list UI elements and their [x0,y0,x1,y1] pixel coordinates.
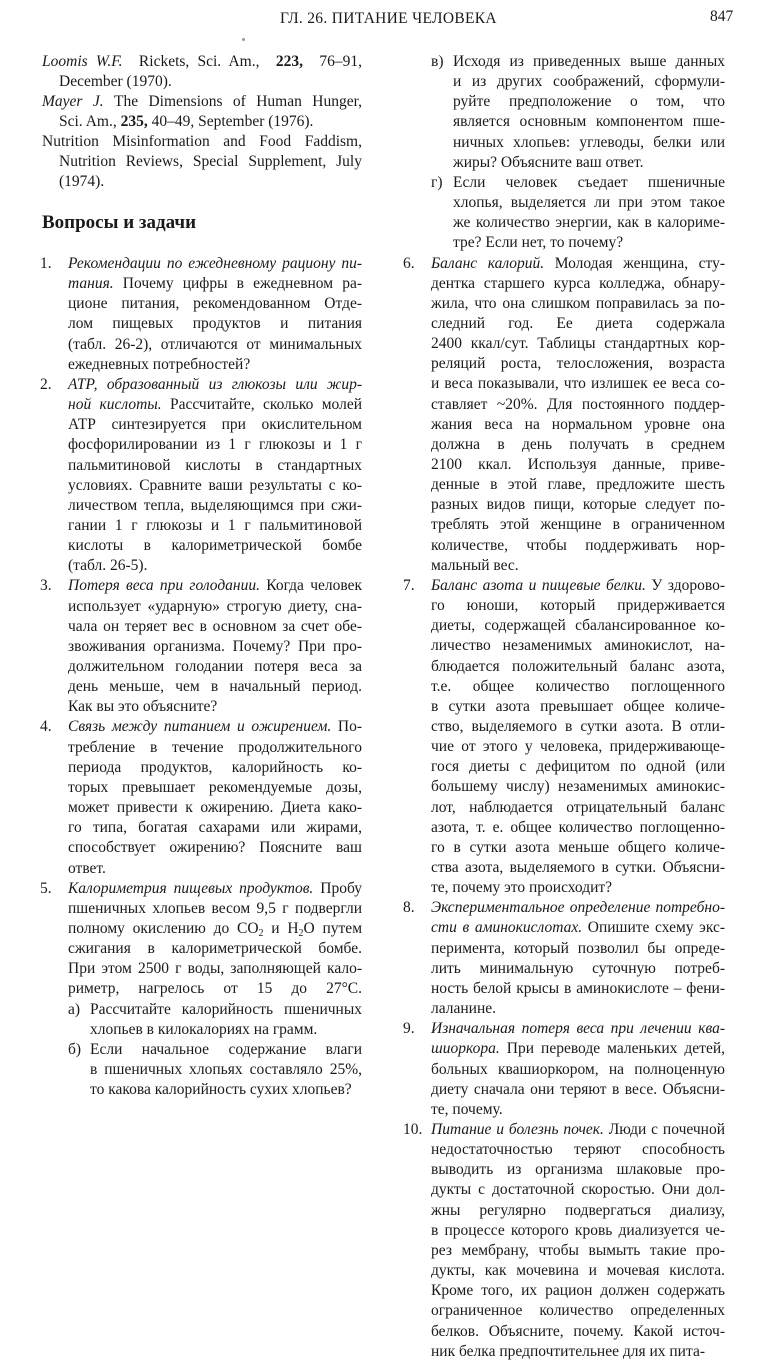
running-title: ГЛ. 26. ПИТАНИЕ ЧЕЛОВЕКА [280,10,497,27]
question-6-text [431,294,725,314]
question-body: больных квашиоркором, на полноценную [431,1060,725,1078]
question-body: го в сутки азота меньше общего количе- [431,838,725,856]
question-body: может привести к ожирению. Диета како- [68,799,362,816]
question-7-text [431,596,725,616]
question-7-text [431,636,725,656]
question-1 [40,254,362,274]
question-body: Пробу [313,879,362,897]
question-number: 10. [403,1120,423,1138]
question-3-text [68,657,362,677]
question-4-text [68,758,362,778]
reference-text: Sci. Am., [59,113,117,130]
question-body: те, почему это происходит? [431,879,613,897]
question-body: использует «ударную» строгую диету, сна- [68,597,362,615]
question-body: кислоты в калориметрической бомбе [68,537,362,555]
question-10-text [431,1180,725,1200]
question-title: Связь между питанием и ожирением. [68,718,332,736]
question-body: Почему цифры в ежедневном ра- [113,275,362,293]
question-4-text [68,798,362,818]
subitem-б [90,1080,362,1100]
question-7-text [431,838,725,858]
question-body: фосфорилировании из 1 г глюкозы и 1 г [68,436,362,454]
subitem-в [453,72,725,92]
subitem-в [453,133,725,153]
question-title: Потеря веса при голодании. [68,577,260,595]
question-body: При переводе маленьких детей, [499,1040,725,1058]
subitem-г [453,213,725,233]
question-3-text [68,617,362,637]
subitem-text: же количество энергии, как в калориме- [453,214,725,232]
question-body: лом пищевых продуктов и питания [68,315,362,333]
question-2 [40,375,362,395]
question-title: АТР, образованный из глюкозы или жир- [68,375,362,393]
reference-3-cont: (1974). [59,173,105,190]
question-body: должна в день получать в среднем [431,435,725,453]
question-number: 3. [40,577,52,595]
subitem-г [453,233,725,253]
question-body: должительном голодании потеря веса за [68,658,362,675]
subitem-а [90,1020,362,1040]
question-body: ставляет ~20%. Для постоянного поддер- [431,395,725,413]
question-body: Как вы это объясните? [68,698,218,716]
reference-2 [42,92,362,112]
question-body: выводить из организма шлаковые про- [431,1161,725,1179]
reference-text: The Dimensions of Human Hunger, [114,93,362,110]
question-number: 1. [40,255,52,272]
question-1-text [68,294,362,314]
subitem-text: то какова калорийность сухих хлопьев? [90,1081,352,1099]
question-body: (табл. 26-5). [68,557,148,575]
question-title: Калориметрия пищевых продуктов. [68,879,314,897]
question-body: риметр, нагрелось от 15 до 27°С. [68,980,362,998]
question-body: диеты, содержащей сбалансированное ко- [431,617,725,635]
question-body: блюдается положительный баланс азота, [431,657,725,675]
question-body: пшеничных хлопьев весом 9,5 г подвергли [68,899,362,917]
subitem-г [431,173,725,193]
question-body: ограниченное количество определенных [431,1302,725,1320]
question-body: количестве, чтобы поддерживать нор- [431,536,725,554]
question-5-text [68,979,362,999]
question-title: сти в аминокислотах. [431,919,583,937]
question-2-text [68,556,362,576]
question-2-text [68,395,362,415]
subitem-г [453,193,725,213]
question-5 [40,879,362,899]
question-body: разных видов пищи, которые следует по- [431,496,725,514]
question-body: белков. Объясните, почему. Какой источ- [431,1322,725,1340]
question-body: ство, выделяемого в сутки азота. В отли- [431,717,725,735]
question-body: полному окислению до $CO_2$ и $H_2O$ путем [68,919,362,939]
subitem-text: жиры? Объясните ваш ответ. [453,153,644,171]
question-body: чала он теряет вес в основном за счет обе- [68,617,362,635]
question-body: го типа, богатая сахарами или жирами, [68,819,362,837]
question-7-text [431,798,725,818]
question-6-text [431,274,725,294]
question-9-text [431,1080,725,1100]
reference-1-cont: December (1970). [59,73,172,90]
question-body: ность белой крысы в аминокислоте – фени- [431,979,725,997]
question-10 [403,1120,725,1140]
question-10-text [431,1201,725,1221]
question-body: те, почему. [431,1100,503,1118]
question-number: 9. [403,1020,415,1038]
question-3-text [68,637,362,657]
question-body: недостаточностью теряют способность [431,1141,725,1159]
question-body: пальмитиновой кислоты в стандартных [68,456,362,474]
question-4-text [68,859,362,879]
question-6-text [431,475,725,495]
question-body: АТР синтезируется при окислительном [68,416,362,434]
subitem-в [453,153,725,173]
question-body: У здорово- [645,576,725,594]
question-number: 5. [40,879,52,897]
question-number: 8. [403,899,415,917]
question-body: дукты, как мочевина и мочевая кислота. [431,1262,725,1279]
question-body: личеством тепла, выделяющимся при сжи- [68,496,362,514]
question-1-text [68,335,362,355]
question-title: Питание и болезнь почек. [431,1120,604,1138]
question-6-text [431,314,725,334]
question-9-text [431,1060,725,1080]
question-body: Опишите схему экс- [582,919,726,937]
question-body: Кроме того, их рацион должен содержать [431,1282,725,1300]
question-5-text [68,959,362,979]
subitem-text: Если начальное содержание влаги [90,1040,362,1058]
question-body: треблять этой женщине в ограниченном [431,516,725,534]
question-7 [403,576,725,596]
subitem-text: в пшеничных хлопьях составляло 25%, [90,1061,362,1078]
question-body: и веса показывали, что излишек ее веса со- [431,375,725,393]
question-body: жания веса на нормальном уровне она [431,415,725,433]
question-title: тания. [68,275,114,293]
question-body: реляций роста, телосложения, возраста [431,355,725,373]
question-title: шиоркора. [431,1040,500,1058]
subitem-text: Если человек съедает пшеничные [453,173,725,191]
question-body: дентка старшего курса колледжа, обнару- [431,274,725,292]
question-body: требление в течение продолжительного [68,738,362,756]
running-header [0,6,772,30]
subitem-text: является основным компонентом пше- [453,113,725,131]
question-1-text [68,274,362,294]
question-7-text [431,818,725,838]
question-body: 2400 ккал/сут. Таблицы стандартных кор- [431,335,725,353]
question-5-text [68,899,362,919]
question-3-text [68,697,362,717]
question-title: Экспериментальное определение потребно- [431,899,725,917]
question-10-text [431,1160,725,1180]
question-body: торых превышает рекомендуемые дозы, [68,778,362,796]
question-9 [403,1019,725,1039]
subitem-в [453,92,725,112]
subitem-в [431,52,725,72]
subitem-б [68,1040,362,1060]
question-body: перимента, который позволил бы опреде- [431,939,725,957]
subitem-text: Исходя из приведенных выше данных [453,53,725,70]
question-3 [40,576,362,596]
question-body: в процессе которого кровь диализуется че- [431,1221,725,1239]
reference-3: Nutrition Misinformation and Food Faddism, [42,133,362,150]
subitem-text: тре? Если нет, то почему? [453,234,624,252]
question-1-text [68,355,362,375]
question-body: ник белка предпочтительнее для их пита- [431,1342,705,1360]
question-number: 2. [40,375,52,393]
subitem-в [453,112,725,132]
question-8 [403,898,725,918]
question-6-text [431,415,725,435]
question-3-text [68,597,362,617]
question-body: день меньше, чем в начальный период. [68,678,362,696]
question-5-text [68,939,362,959]
question-body: (табл. 26-2), отличаются от минимальных [68,335,362,353]
question-9-text [431,1100,725,1120]
subitem-а [68,1000,362,1020]
question-body: го юноши, который придерживается [431,597,725,614]
question-10-text [431,1241,725,1261]
question-6 [403,254,725,274]
question-body: сжигания в калориметрической бомбе. [68,940,362,958]
question-body: Когда человек [260,577,362,595]
question-body: периода продуктов, калорийность ко- [68,758,362,776]
question-body: диету сначала они теряют в весе. Объясни- [431,1080,725,1098]
reference-pages: 40–49, September (1976). [151,113,314,130]
question-2-text [68,435,362,455]
question-6-text [431,556,725,576]
question-body: мальный вес. [431,556,519,574]
question-10-text [431,1301,725,1321]
question-title: Изначальная потеря веса при лечении ква- [431,1020,725,1038]
subitem-label: в) [431,53,444,70]
question-4-text [68,818,362,838]
question-6-text [431,395,725,415]
question-body: Люди с почечной [603,1120,725,1138]
reference-volume: 235, [120,113,148,130]
question-7-text [431,697,725,717]
question-body: личество незаменимых аминокислот, на- [431,637,725,655]
question-title: Баланс калорий. [431,254,545,272]
question-4-text [68,778,362,798]
question-7-text [431,858,725,878]
question-8-text [431,918,725,938]
subitem-label: г) [431,173,443,191]
question-title: Рекомендации по ежедневному рациону пи- [68,255,362,272]
question-10-text [431,1281,725,1301]
question-8-text [431,999,725,1019]
question-body: ежедневных потребностей? [68,355,251,373]
question-2-text [68,415,362,435]
question-body: Молодая женщина, сту- [544,254,725,272]
question-body: лить минимальную суточную потреб- [431,959,725,977]
question-6-text [431,334,725,354]
question-body: в сутки азота превышает общее количе- [431,697,725,715]
question-body: ционе питания, рекомендованном Отде- [68,295,362,313]
question-body: звоживания организма. Почему? При про- [68,637,362,655]
question-10-text [431,1140,725,1160]
question-4 [40,717,363,737]
reference-2-cont [59,112,313,132]
question-2-text [68,516,362,536]
question-6-text [431,354,725,374]
question-8-text [431,939,725,959]
question-6-text [431,455,725,475]
question-7-text [431,616,725,636]
question-7-text [431,657,725,677]
question-9-text [431,1039,725,1059]
question-1-text [68,314,362,334]
question-7-text [431,757,725,777]
question-body: условиях. Сравните ваши результаты с ко- [68,476,362,494]
question-body: жила, что она слишком поправилась за по- [431,294,725,312]
reference-pages: 76–91, [319,53,362,70]
scan-dot [242,38,245,41]
question-7-text [431,777,725,797]
subitem-text: хлопьев в килокалориях на грамм. [90,1020,318,1038]
question-4-text [68,738,362,758]
subitem-text: хлопья, выделяется ли при этом такое [453,194,725,212]
question-body: По- [331,718,363,736]
question-body: денные в этой главе, предложите шесть [431,476,725,494]
question-7-text [431,717,725,737]
question-number: 6. [403,254,415,272]
question-10-text [431,1221,725,1241]
reference-author: Mayer J. [42,93,104,110]
question-body: большему числу) незаменимых аминокис- [431,778,725,796]
question-2-text [68,456,362,476]
question-body: т.е. общее количество поглощенного [431,677,725,695]
question-body: лаланине. [431,1000,497,1017]
question-title: ной кислоты. [68,396,162,413]
question-6-text [431,374,725,394]
question-body: чие от этого у человека, придерживающе- [431,738,725,756]
subitem-б [90,1060,362,1080]
page-number: 847 [710,8,734,25]
question-7-text [431,677,725,697]
question-body: жны регулярно подвергаться диализу, [431,1201,725,1219]
question-8-text [431,979,725,999]
question-body: Рассчитайте, сколько молей [161,396,362,413]
reference-volume: 223, [275,53,303,70]
question-body: лот, наблюдается отрицательный баланс [431,798,725,816]
question-body: ства азота, выделяемого в сутки. Объясни- [431,859,725,876]
reference-3-cont: Nutrition Reviews, Special Supplement, July [59,153,362,170]
subitem-label: а) [68,1000,81,1018]
reference-1 [42,52,362,72]
reference-text: Rickets, Sci. Am., [138,53,260,70]
question-title: Баланс азота и пищевые белки. [431,576,646,594]
question-body: При этом 2500 г воды, заполняющей кало- [68,960,362,978]
question-2-text [68,496,362,516]
question-8-text [431,959,725,979]
question-3-text [68,677,362,697]
question-7-text [431,878,725,898]
question-body: гося диеты с дефицитом по одной (или [431,758,725,776]
question-body: дукты с достаточной скоростью. Они дол- [431,1181,725,1199]
question-10-text [431,1322,725,1342]
question-body: гании 1 г глюкозы и 1 г пальмитиновой [68,516,362,534]
question-5-text [68,919,362,939]
question-number: 7. [403,576,415,594]
question-4-text [68,838,362,858]
subitem-text: руйте предположение о том, что [453,93,725,111]
question-body: ответ. [68,859,106,877]
question-body: 2100 ккал. Используя данные, приве- [431,456,725,473]
subitem-text: Рассчитайте калорийность пшеничных [90,1000,362,1018]
subitem-text: и из других соображений, сформули- [453,73,725,91]
subitem-text: ничных хлопьев: углеводы, белки или [453,133,725,151]
section-heading: Вопросы и задачи [42,212,197,233]
reference-author: Loomis W.F. [42,53,123,70]
question-10-text [431,1261,725,1281]
question-6-text [431,435,725,455]
question-body: способствует ожирению? Поясните ваш [68,839,362,857]
question-10-text [431,1342,725,1362]
question-6-text [431,495,725,515]
question-number: 4. [40,718,52,736]
question-2-text [68,476,362,496]
subitem-label: б) [68,1040,82,1058]
question-body: азота, т. е. общее количество поглощенно- [431,818,725,836]
question-body: следний год. Ее диета содержала [431,315,725,332]
question-2-text [68,536,362,556]
question-6-text [431,536,725,556]
question-body: рез мембрану, чтобы вымыть такие про- [431,1241,725,1259]
question-7-text [431,737,725,757]
question-6-text [431,515,725,535]
